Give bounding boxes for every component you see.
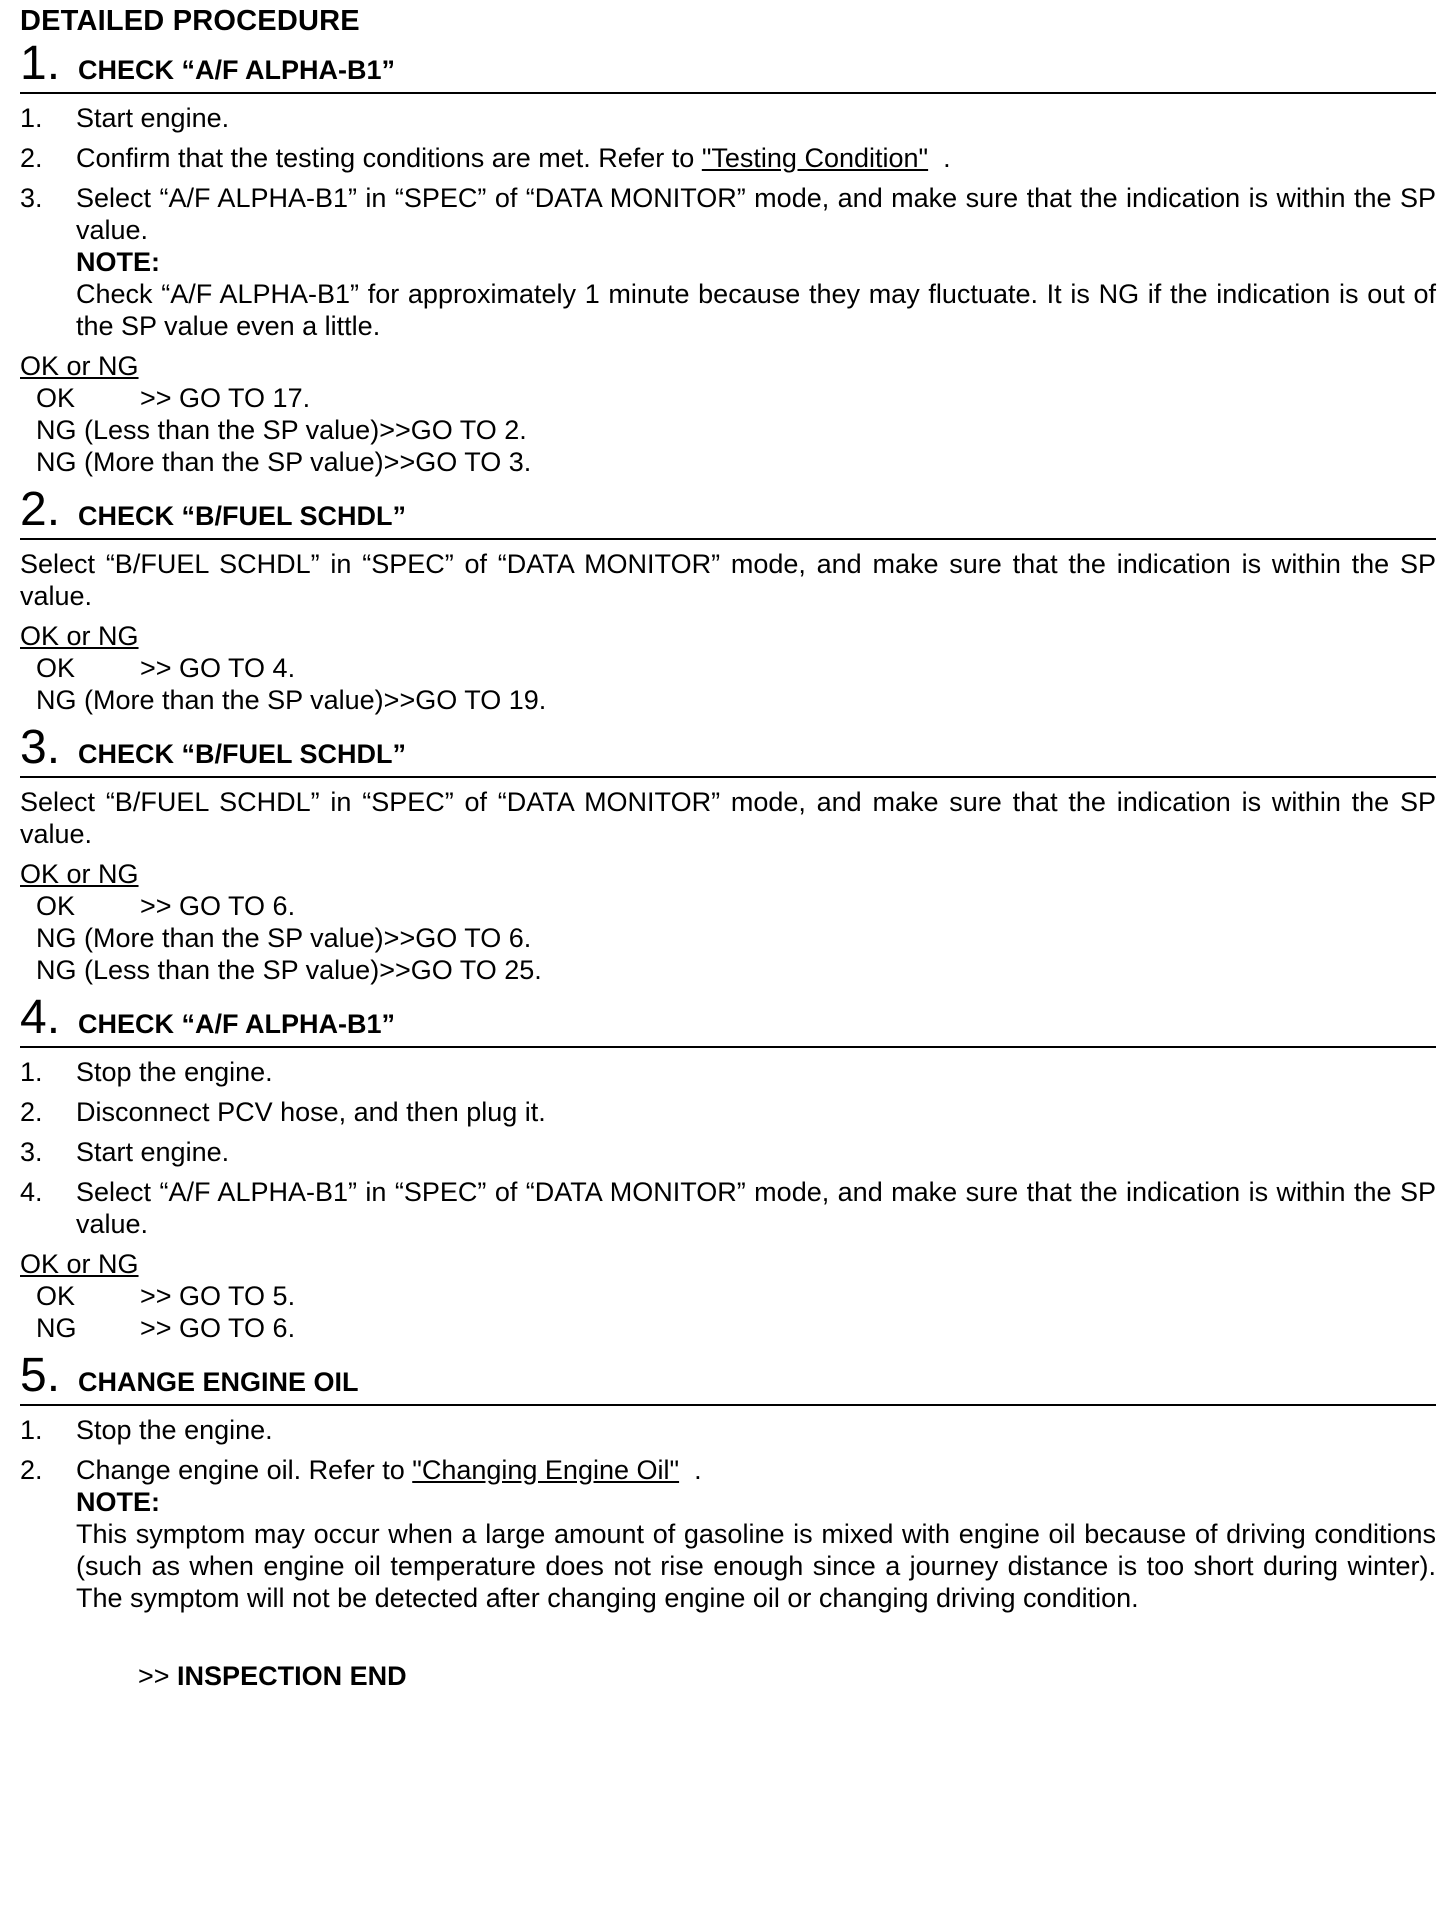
- ok-or-ng-label: OK or NG: [20, 351, 139, 381]
- instruction-list: [20, 1414, 1436, 1614]
- result-list: [20, 890, 1436, 986]
- step-header: [20, 992, 1436, 1048]
- step-title: CHECK “B/FUEL SCHDL”: [78, 501, 407, 531]
- note-label: NOTE:: [76, 247, 160, 277]
- instruction-number: 3.: [20, 1137, 43, 1167]
- note-label: NOTE:: [76, 1487, 160, 1517]
- result-row: [36, 890, 1436, 922]
- step-number: 5.: [20, 1349, 61, 1402]
- result-row: [36, 446, 1436, 478]
- result-key: NG (More than the SP value): [36, 923, 384, 953]
- result-action: >>GO TO 19.: [383, 685, 547, 715]
- step-body: [20, 778, 1436, 986]
- result-list: [20, 382, 1436, 478]
- result-list: [20, 1280, 1436, 1344]
- note-text: This symptom may occur when a large amount of gasoline is mixed with engine oil because of driving conditions (such as when engine oil temperature does not rise enough since a journey distance is too short during winter). The symptom will not be detected after changing engine oil or changing driving condition.: [76, 1519, 1436, 1613]
- instruction-number: 4.: [20, 1177, 43, 1207]
- result-action: >>GO TO 25.: [379, 955, 542, 985]
- result-action: >> GO TO 5.: [140, 1281, 296, 1311]
- testing-condition-link[interactable]: "Testing Condition": [701, 143, 929, 173]
- result-row: [36, 1280, 1436, 1312]
- result-row: [36, 1312, 1436, 1344]
- instruction-number: 1.: [20, 103, 43, 133]
- ok-or-ng-label: OK or NG: [20, 1249, 139, 1279]
- step-header: [20, 484, 1436, 540]
- step-5: [20, 1350, 1436, 1614]
- instruction-text: Start engine.: [76, 103, 230, 133]
- step-3: [20, 722, 1436, 986]
- step-body: [20, 1406, 1436, 1614]
- instruction-item: [20, 102, 1436, 134]
- instruction-text-post: .: [679, 1455, 702, 1485]
- result-action: >>GO TO 3.: [383, 447, 532, 477]
- ok-or-ng-label: OK or NG: [20, 859, 139, 889]
- instruction-number: 3.: [20, 183, 43, 213]
- changing-engine-oil-link[interactable]: "Changing Engine Oil": [412, 1455, 680, 1485]
- step-title: CHANGE ENGINE OIL: [78, 1367, 359, 1397]
- instruction-text: Disconnect PCV hose, and then plug it.: [76, 1097, 546, 1127]
- result-key: OK: [36, 653, 76, 683]
- result-key: OK: [36, 891, 76, 921]
- step-header: [20, 722, 1436, 778]
- result-key: OK: [36, 1281, 76, 1311]
- result-action: >> GO TO 6.: [140, 891, 296, 921]
- ok-or-ng-label: OK or NG: [20, 621, 139, 651]
- instruction-text-pre: Confirm that the testing conditions are met. Refer to: [76, 143, 702, 173]
- end-label: INSPECTION END: [177, 1661, 407, 1691]
- instruction-item: [20, 1136, 1436, 1168]
- instruction-item: [20, 1096, 1436, 1128]
- step-header: [20, 38, 1436, 94]
- step-body: [20, 540, 1436, 716]
- step-title: CHECK “A/F ALPHA-B1”: [78, 1009, 396, 1039]
- instruction-item: [20, 182, 1436, 342]
- result-action: >>GO TO 6.: [383, 923, 532, 953]
- result-row: [36, 414, 1436, 446]
- result-row: [36, 954, 1436, 986]
- instruction-list: [20, 102, 1436, 342]
- step-2: [20, 484, 1436, 716]
- result-key: NG (More than the SP value): [36, 685, 384, 715]
- step-header: [20, 1350, 1436, 1406]
- result-key: NG (More than the SP value): [36, 447, 384, 477]
- result-list: [20, 652, 1436, 716]
- step-4: [20, 992, 1436, 1344]
- instruction-text-pre: Change engine oil. Refer to: [76, 1455, 413, 1485]
- instruction-number: 2.: [20, 1455, 43, 1485]
- result-row: [36, 684, 1436, 716]
- result-row: [36, 922, 1436, 954]
- result-row: [36, 652, 1436, 684]
- result-action: >>GO TO 2.: [379, 415, 527, 445]
- step-title: CHECK “A/F ALPHA-B1”: [78, 55, 396, 85]
- instruction-number: 2.: [20, 143, 43, 173]
- note-text: Check “A/F ALPHA-B1” for approximately 1 minute because they may fluctuate. It is NG if the indication is out of the SP value even a little.: [76, 279, 1436, 341]
- instruction-text-block: [76, 182, 1436, 342]
- result-action: >> GO TO 6.: [140, 1313, 296, 1343]
- document: [0, 4, 1456, 1912]
- instruction-text: Select “A/F ALPHA-B1” in “SPEC” of “DATA MONITOR” mode, and make sure that the indication is within the SP value.: [76, 1177, 1436, 1239]
- instruction-text: [76, 142, 1436, 174]
- instruction-text: Stop the engine.: [76, 1415, 273, 1445]
- instruction-item: [20, 142, 1436, 174]
- instruction-number: 1.: [20, 1057, 43, 1087]
- instruction-text: [76, 1454, 1436, 1486]
- step-body: [20, 1048, 1436, 1344]
- end-arrow: >>: [138, 1661, 178, 1691]
- document-title: DETAILED PROCEDURE: [20, 5, 360, 37]
- instruction-number: 2.: [20, 1097, 43, 1127]
- step-number: 3.: [20, 721, 61, 774]
- instruction-item: [20, 1176, 1436, 1240]
- instruction-text-block: [76, 1454, 1436, 1614]
- step-1: [20, 38, 1436, 478]
- step-number: 4.: [20, 991, 61, 1044]
- instruction-item: [20, 1454, 1436, 1614]
- result-key: NG (Less than the SP value): [36, 415, 380, 445]
- result-row: [36, 382, 1436, 414]
- result-action: >> GO TO 4.: [140, 653, 296, 683]
- result-key: OK: [36, 383, 76, 413]
- instruction-text-post: .: [928, 143, 951, 173]
- result-key: NG: [36, 1313, 77, 1343]
- result-key: NG (Less than the SP value): [36, 955, 380, 985]
- instruction-item: [20, 1056, 1436, 1088]
- instruction-list: [20, 1056, 1436, 1240]
- instruction-item: [20, 1414, 1436, 1446]
- instruction-number: 1.: [20, 1415, 43, 1445]
- step-paragraph: Select “B/FUEL SCHDL” in “SPEC” of “DATA MONITOR” mode, and make sure that the indication is within the SP value.: [20, 787, 1436, 849]
- instruction-text: Stop the engine.: [76, 1057, 273, 1087]
- step-number: 2.: [20, 483, 61, 536]
- inspection-end: [20, 1660, 1436, 1692]
- instruction-text: Start engine.: [76, 1137, 230, 1167]
- result-action: >> GO TO 17.: [140, 383, 311, 413]
- step-title: CHECK “B/FUEL SCHDL”: [78, 739, 407, 769]
- step-number: 1.: [20, 37, 61, 90]
- instruction-text: Select “A/F ALPHA-B1” in “SPEC” of “DATA MONITOR” mode, and make sure that the indication is within the SP value.: [76, 183, 1436, 245]
- step-paragraph: Select “B/FUEL SCHDL” in “SPEC” of “DATA MONITOR” mode, and make sure that the indication is within the SP value.: [20, 549, 1436, 611]
- step-body: [20, 94, 1436, 478]
